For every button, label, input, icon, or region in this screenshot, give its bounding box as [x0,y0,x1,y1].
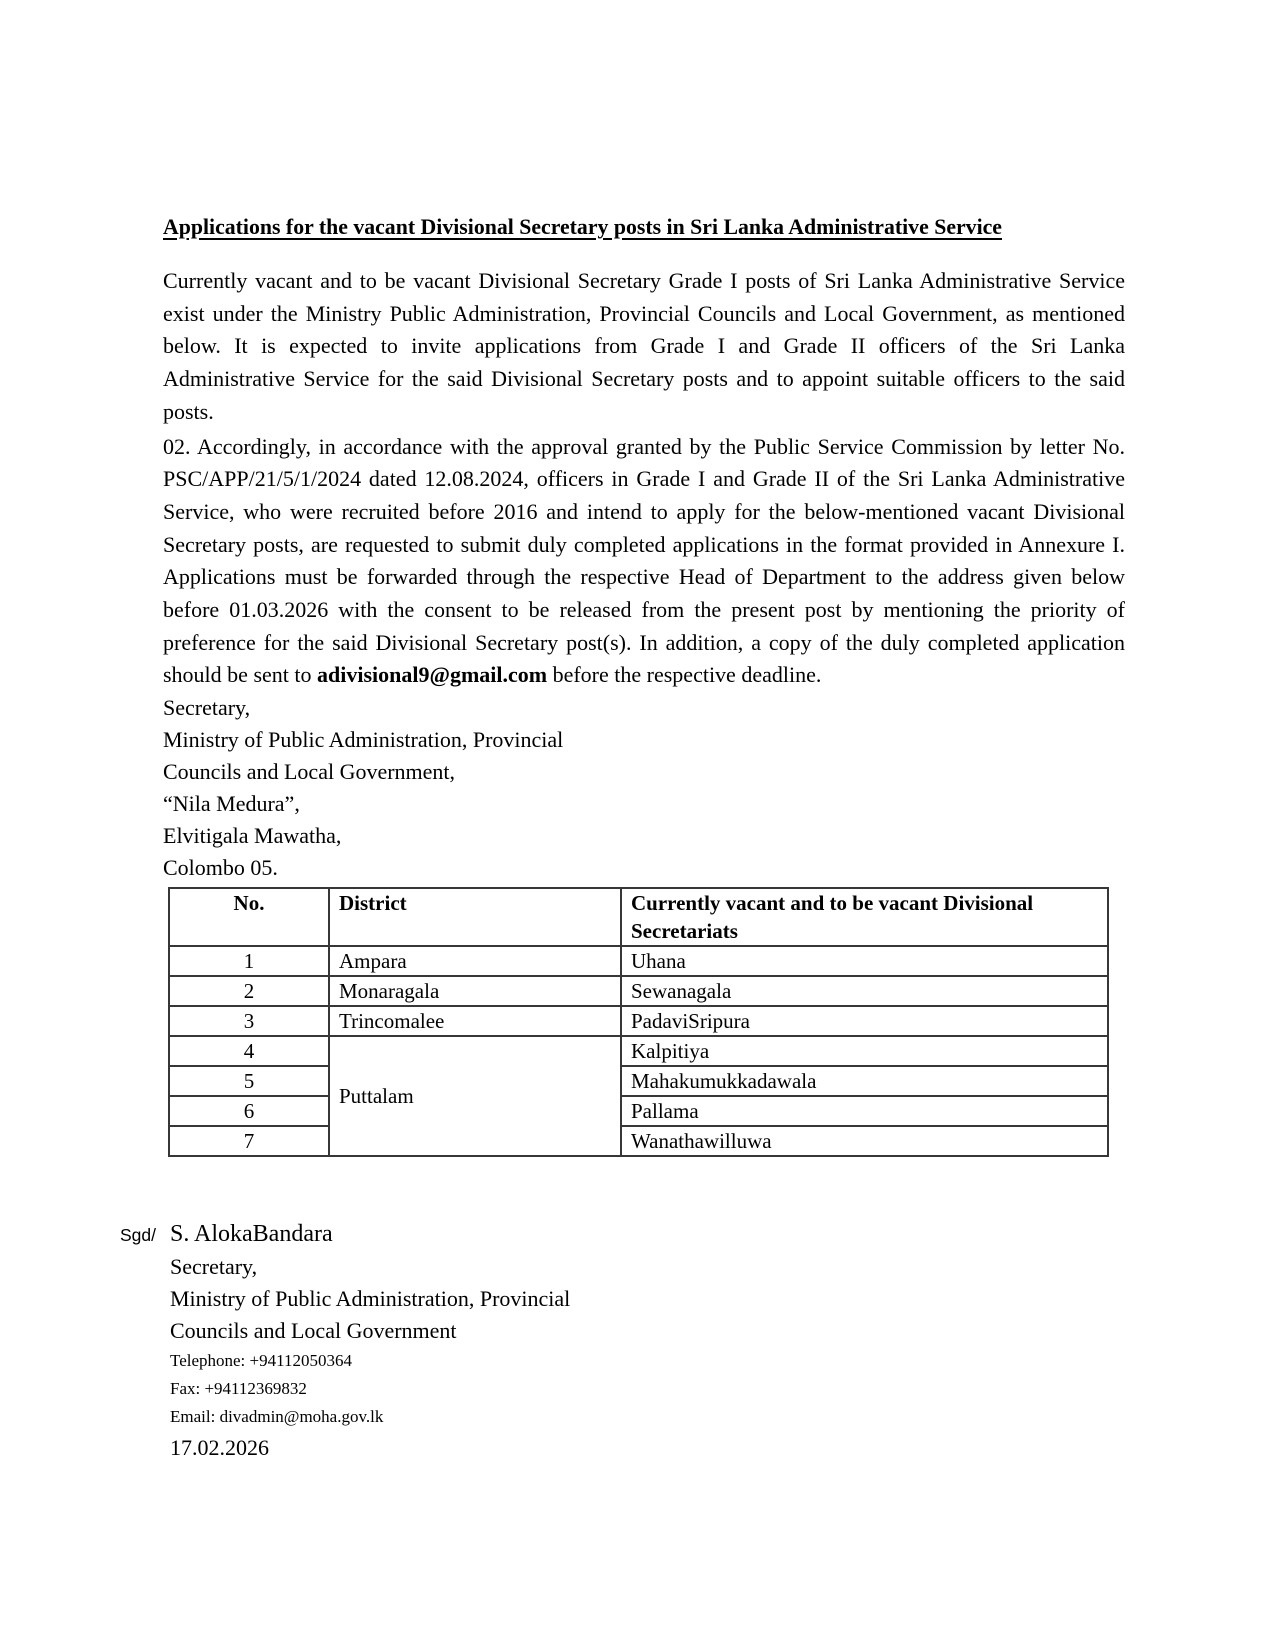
document-date: 17.02.2026 [170,1435,269,1461]
row-district: Ampara [329,946,621,976]
row-no: 4 [169,1036,329,1066]
signature-details [170,1251,1125,1464]
address-block [163,692,1125,884]
row-secretariat: PadaviSripura [621,1006,1108,1036]
row-secretariat: Wanathawilluwa [621,1126,1108,1156]
vacancy-table [168,887,1109,1157]
application-email: adivisional9@gmail.com [317,662,548,688]
table-header-no: No. [169,888,329,946]
row-no: 1 [169,946,329,976]
address-line: “Nila Medura”, [163,791,300,817]
table-row [169,1006,1108,1036]
row-no: 3 [169,1006,329,1036]
row-no: 6 [169,1096,329,1126]
table-row [169,1066,1108,1096]
signature-block [120,1218,1125,1464]
row-secretariat: Pallama [621,1096,1108,1126]
address-line: Elvitigala Mawatha, [163,823,342,849]
table-row [169,1126,1108,1156]
fax-line: Fax: +94112369832 [170,1379,307,1399]
row-district-merged: Puttalam [329,1036,621,1156]
paragraph-1: Currently vacant and to be vacant Divisional Secretary Grade I posts of Sri Lanka Administrative Service exist under the Ministry Public Administration, Provincial Councils and Local Government, as mentioned below. It is expected to invite applications from Grade I and Grade II officers of the Sri Lanka Administrative Service for the said Divisional Secretary posts and to appoint suitable officers to the said posts. [163,268,1125,424]
signature-name-line [120,1218,1125,1251]
signature-line: Secretary, [170,1254,258,1280]
email-line: Email: divadmin@moha.gov.lk [170,1407,384,1427]
paragraph-2 [163,431,1125,693]
address-line: Secretary, [163,695,251,721]
table-row [169,1096,1108,1126]
row-secretariat: Sewanagala [621,976,1108,1006]
table-header-row [169,888,1108,946]
paragraph-2-tail: before the respective deadline. [547,662,822,688]
signature-line: Ministry of Public Administration, Provincial [170,1286,571,1312]
table-row [169,1036,1108,1066]
paragraph-2-text: 02. Accordingly, in accordance with the approval granted by the Public Service Commission by letter No. PSC/APP/21/5/1/2024 dated 12.08.2024, officers in Grade I and Grade II of the Sri Lanka Administrative Service, who were recruited before 2016 and intend to apply for the below-mentioned vacant Divisional Secretary posts, are requested to submit duly completed applications in the format provided in Annexure I. Applications must be forwarded through the respective Head of Department to the address given below before 01.03.2026 with the consent to be released from the present post by mentioning the priority of preference for the said Divisional Secretary post(s). In addition, a copy of the duly completed application should be sent to [163,433,1125,688]
signature-line: Councils and Local Government [170,1318,457,1344]
table-header-secretariats: Currently vacant and to be vacant Divisional Secretariats [621,888,1108,946]
row-secretariat: Mahakumukkadawala [621,1066,1108,1096]
row-no: 7 [169,1126,329,1156]
row-district: Monaragala [329,976,621,1006]
signatory-name: S. AlokaBandara [170,1221,333,1248]
address-line: Colombo 05. [163,855,278,881]
telephone-line: Telephone: +94112050364 [170,1351,352,1371]
row-secretariat: Uhana [621,946,1108,976]
row-no: 2 [169,976,329,1006]
document-title: Applications for the vacant Divisional Secretary posts in Sri Lanka Administrative Service [163,215,1002,239]
row-district: Trincomalee [329,1006,621,1036]
row-secretariat: Kalpitiya [621,1036,1108,1066]
row-no: 5 [169,1066,329,1096]
sgd-label: Sgd/ [120,1225,156,1246]
table-header-district: District [329,888,621,946]
address-line: Ministry of Public Administration, Provincial [163,727,564,753]
table-row [169,946,1108,976]
address-line: Councils and Local Government, [163,759,456,785]
table-row [169,976,1108,1006]
